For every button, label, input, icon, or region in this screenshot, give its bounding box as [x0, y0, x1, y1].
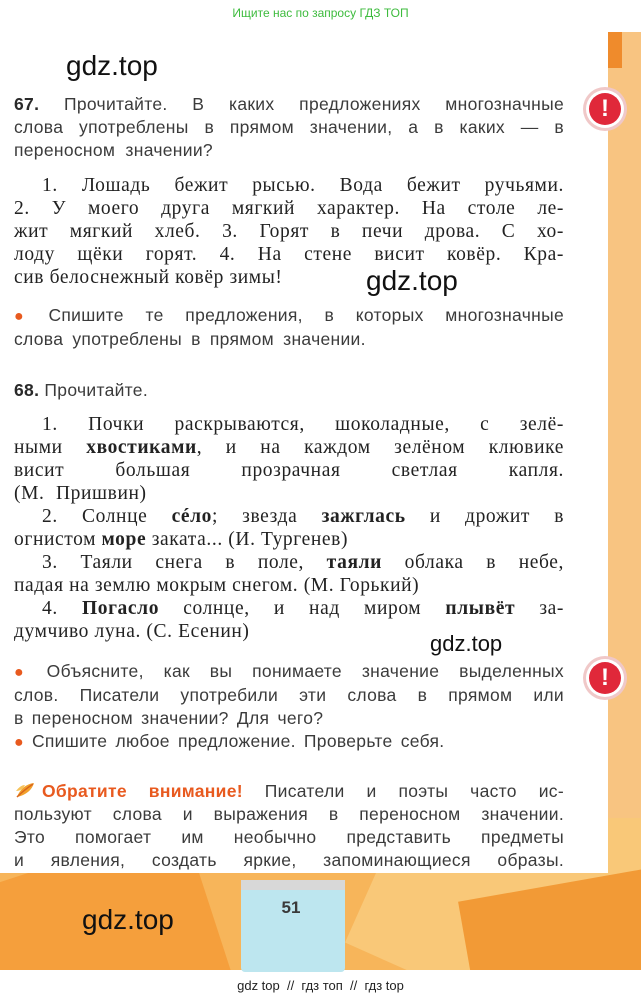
watermark: gdz.top: [366, 265, 458, 296]
bullet-icon: ●: [14, 308, 41, 325]
exercise-68-task: 68. Прочитайте.: [14, 380, 148, 400]
top-banner[interactable]: Ищите нас по запросу ГДЗ ТОП: [232, 6, 409, 20]
exercise-68-questions: ● Объясните, как вы понимаете значение выделенных слов. Писатели употребили эти слова в прямом или в переносном значении? Для чего? ● Спишите любое предложение. Проверьте себя.: [14, 661, 564, 751]
watermark: gdz.top: [82, 904, 174, 935]
side-tab: [608, 32, 622, 68]
leaf-icon: [14, 781, 36, 799]
alert-icon: !: [586, 659, 624, 697]
attention-title: Обратите внимание!: [42, 781, 243, 801]
watermark: gdz.top: [430, 631, 503, 656]
side-strip: [608, 32, 641, 852]
exercise-67-text: 1. Лошадь бежит рысью. Вода бежит ручьями. 2. У моего друга мягкий характер. На столе ле- жит мягкий хлеб. 3. Горят в печи дрова. С хо- лоду щёки горят. 4. На стене висит ковёр. Кра- сив белоснежный ковёр зимы!: [14, 175, 564, 288]
exercise-67-task: 67. Прочитайте. В каких предложениях многозначные слова употреблены в прямом значении, а в каких — в переносном значении?: [14, 94, 564, 160]
page-number: 51: [281, 898, 301, 917]
watermark: gdz.top: [66, 50, 158, 81]
attention-note: Обратите внимание! Писатели и поэты часто ис- пользуют слова и выражения в переносном значении. Это помогает им необычно представить предметы и явления, создать яркие, запоминающиеся образы.: [14, 781, 564, 870]
page-number-tab: [241, 880, 345, 972]
bullet-icon: ●: [14, 734, 24, 751]
bullet-icon: ●: [14, 664, 39, 681]
exercise-67-instruction: ● Спишите те предложения, в которых многозначные слова употреблены в прямом значении.: [14, 305, 564, 349]
exercise-68-text: 1. Почки раскрываются, шоколадные, с зелё- ными хвостиками, и на каждом зелёном клювике висит большая прозрачная светлая капля. (М. Пришвин) 2. Солнце сéло; звезда зажглась и дрожит в огнистом море заката... (И. Тургенев) 3. Таяли снега в поле, таяли облака в небе, падая на землю мокрым снегом. (М. Горький) 4. Погасло солнце, и над миром плывёт за- думчиво луна. (С. Есенин): [14, 414, 565, 642]
alert-icon: !: [586, 90, 624, 128]
bottom-links[interactable]: gdz top // гдз топ // гдз top: [237, 978, 404, 993]
